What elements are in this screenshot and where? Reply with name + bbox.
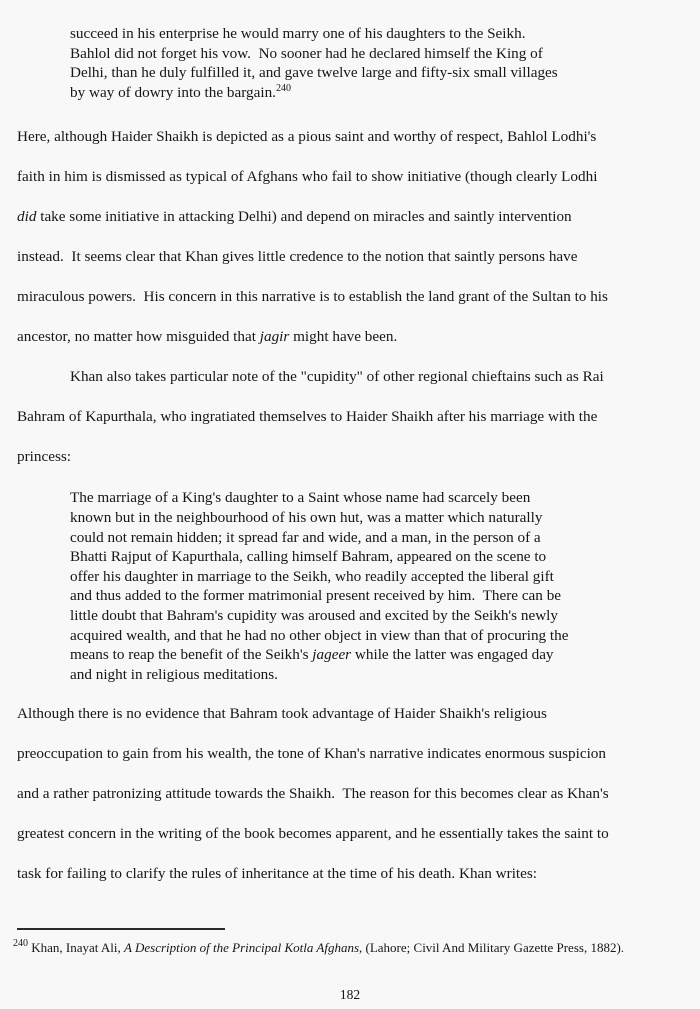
text-line: and a rather patronizing attitude towards the Shaikh. The reason for this becomes clear as Khan's: [17, 785, 609, 803]
text-line: Although there is no evidence that Bahram took advantage of Haider Shaikh's religious: [17, 705, 547, 723]
text-line: Delhi, than he duly fulfilled it, and gave twelve large and fifty-six small villages: [70, 64, 558, 82]
text-line: Bhatti Rajput of Kapurthala, calling himself Bahram, appeared on the scene to: [70, 548, 547, 566]
text-line: offer his daughter in marriage to the Seikh, who readily accepted the liberal gift: [70, 567, 554, 585]
text-line: could not remain hidden; it spread far and wide, and a man, in the person of a: [70, 528, 541, 546]
footnote: [13, 939, 690, 959]
text-line: miraculous powers. His concern in this narrative is to establish the land grant of the Sultan to his: [17, 288, 608, 306]
text-line: greatest concern in the writing of the book becomes apparent, and he essentially takes the saint to: [17, 825, 609, 843]
italic-text: A Description of the Principal Kotla Afghans,: [124, 940, 363, 956]
text-line: Bahlol did not forget his vow. No sooner had he declared himself the King of: [70, 44, 543, 62]
blockquote-1: [70, 24, 700, 104]
footnote-reference: 240: [275, 82, 291, 94]
footnote-separator: [17, 928, 225, 930]
text-line: task for failing to clarify the rules of inheritance at the time of his death. Khan writes:: [17, 865, 538, 883]
text-line: little doubt that Bahram's cupidity was aroused and excited by the Seikh's newly: [70, 606, 558, 624]
text-line: Khan also takes particular note of the "cupidity" of other regional chieftains such as Rai: [70, 368, 604, 386]
italic-text: jageer: [312, 646, 352, 664]
text-line: instead. It seems clear that Khan gives little credence to the notion that saintly persons have: [17, 248, 578, 266]
text-line: known but in the neighbourhood of his own hut, was a matter which naturally: [70, 508, 543, 526]
text-line: acquired wealth, and that he had no other object in view than that of procuring the: [70, 626, 569, 644]
text-line: $^{240}$ Khan, Inayat Ali, A Description of the Principal Kotla Afghans, (Lahore; Civil And Military Gazette Press, 1882).: [13, 938, 625, 956]
text-line: ancestor, no matter how misguided that jagir might have been.: [17, 328, 398, 346]
text-line: and night in religious meditations.: [70, 665, 278, 683]
page-number: 182: [339, 987, 361, 1002]
text-line: Here, although Haider Shaikh is depicted as a pious saint and worthy of respect, Bahlol Lodhi's: [17, 128, 597, 146]
text-line: and thus added to the former matrimonial present received by him. There can be: [70, 587, 562, 605]
text-line: did take some initiative in attacking Delhi) and depend on miracles and saintly intervention: [17, 208, 572, 226]
text-line: Bahram of Kapurthala, who ingratiated themselves to Haider Shaikh after his marriage with the: [17, 408, 598, 426]
text-line: princess:: [17, 448, 71, 466]
italic-text: did: [17, 208, 37, 226]
text-line: by way of dowry into the bargain.$^{240}$: [70, 82, 291, 101]
text-line: means to reap the benefit of the Seikh's jageer while the latter was engaged day: [70, 646, 554, 664]
text-line: The marriage of a King's daughter to a Saint whose name had scarcely been: [70, 489, 531, 507]
paragraph-3: [17, 694, 700, 894]
blockquote-2: [70, 488, 700, 684]
paragraph-1: [17, 117, 700, 357]
footnote-reference: 240: [13, 938, 28, 950]
document-body: [0, 24, 700, 894]
paragraph-2: [17, 357, 700, 477]
text-line: succeed in his enterprise he would marry one of his daughters to the Seikh.: [70, 25, 526, 42]
italic-text: jagir: [259, 328, 290, 346]
text-line: faith in him is dismissed as typical of Afghans who fail to show initiative (though clearly Lodhi: [17, 168, 598, 186]
text-line: preoccupation to gain from his wealth, the tone of Khan's narrative indicates enormous suspicion: [17, 745, 606, 763]
